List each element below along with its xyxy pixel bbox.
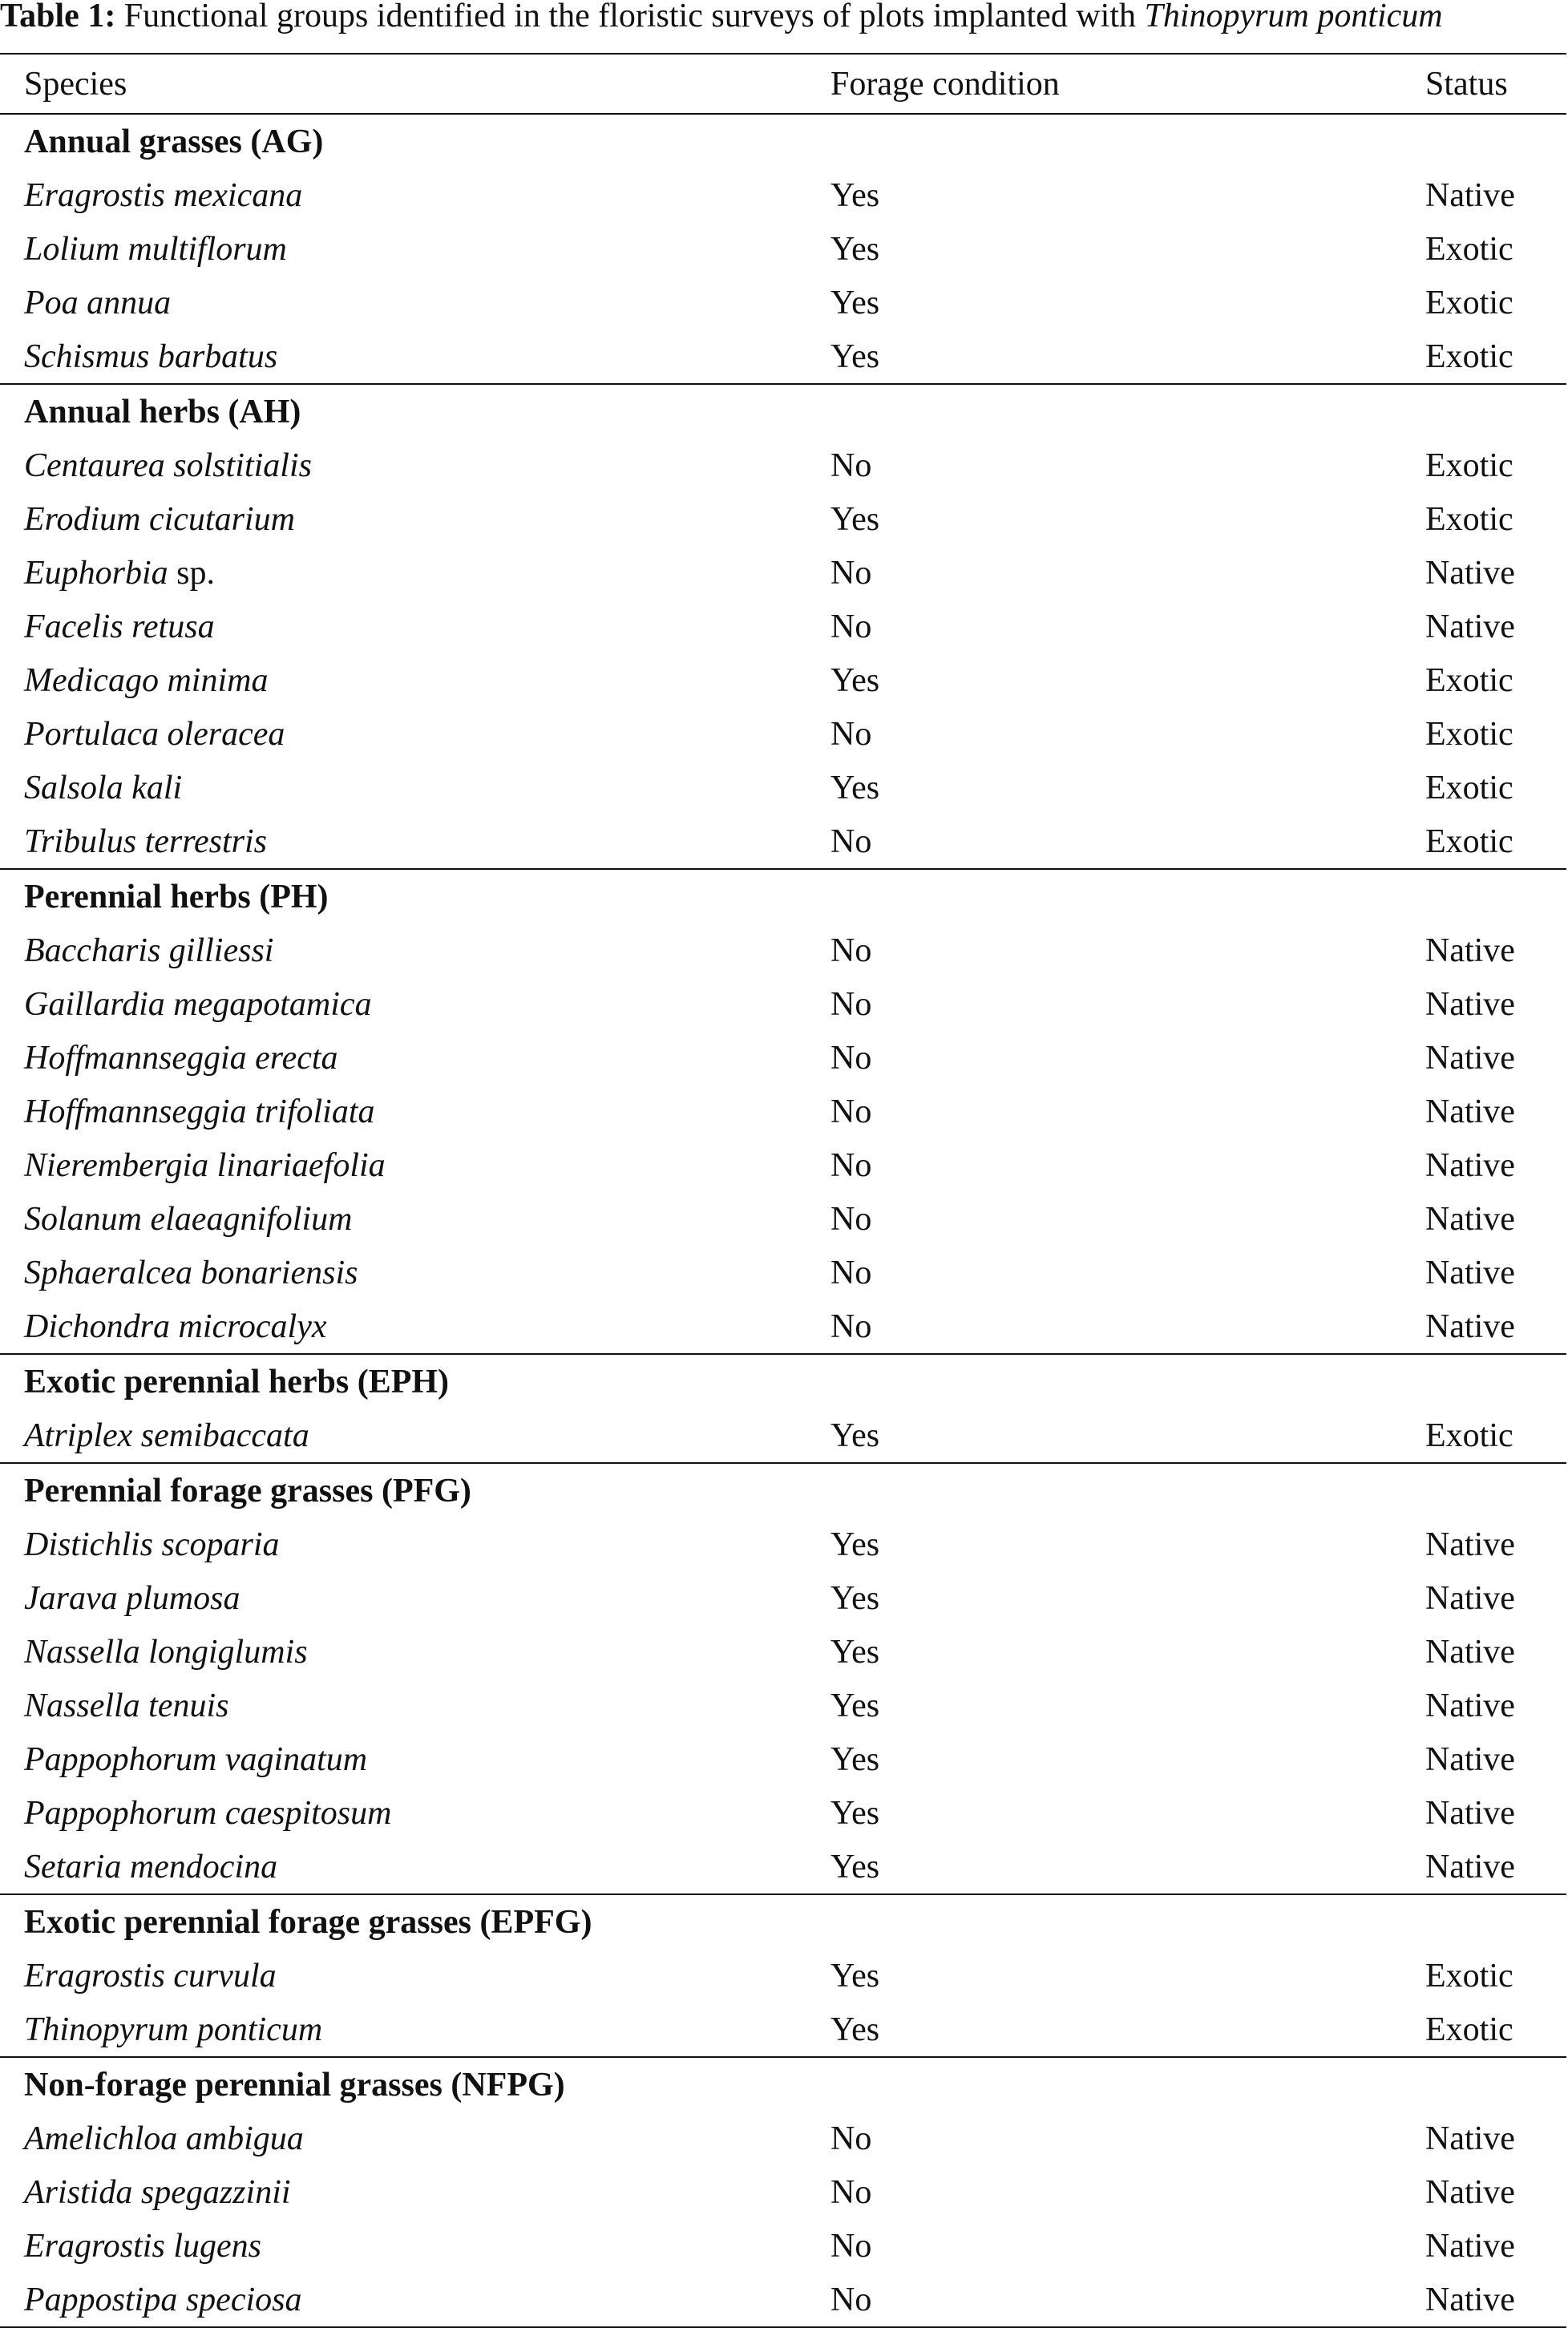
species-cell xyxy=(0,1246,830,1299)
table-caption xyxy=(0,0,1443,50)
species-cell xyxy=(0,977,830,1031)
forage-condition-cell: Yes xyxy=(830,176,880,214)
species-name: Portulaca oleracea xyxy=(24,715,285,753)
species-cell xyxy=(0,600,830,653)
species-name: Nassella tenuis xyxy=(24,1687,229,1724)
forage-condition-cell: No xyxy=(830,932,872,969)
table-row xyxy=(0,653,1566,707)
species-name: Centaurea solstitialis xyxy=(24,447,312,484)
species-cell xyxy=(0,492,830,546)
forage-condition-cell: No xyxy=(830,1093,872,1130)
species-cell xyxy=(0,439,830,492)
species-cell xyxy=(0,707,830,761)
species-name: Pappophorum vaginatum xyxy=(24,1740,368,1778)
species-cell xyxy=(0,168,830,222)
status-cell: Native xyxy=(1425,176,1515,214)
status-cell: Native xyxy=(1425,1146,1515,1184)
table-row xyxy=(0,1679,1566,1732)
table-row xyxy=(0,707,1566,761)
species-cell xyxy=(0,329,830,384)
species-cell xyxy=(0,222,830,276)
table-row xyxy=(0,439,1566,492)
status-cell: Native xyxy=(1425,1254,1515,1291)
status-cell: Native xyxy=(1425,932,1515,969)
species-cell xyxy=(0,276,830,329)
group-row xyxy=(0,1354,1566,1409)
table-row xyxy=(0,2273,1566,2327)
forage-condition-cell: Yes xyxy=(830,337,880,375)
table-row xyxy=(0,1518,1566,1571)
table-row xyxy=(0,1949,1566,2003)
species-name: Pappostipa speciosa xyxy=(24,2281,302,2318)
header-row xyxy=(0,54,1566,114)
forage-condition-cell: Yes xyxy=(830,2011,880,2048)
status-cell: Native xyxy=(1425,1740,1515,1778)
table-row xyxy=(0,814,1566,869)
table-row xyxy=(0,492,1566,546)
species-cell xyxy=(0,2165,830,2219)
species-name: Distichlis scoparia xyxy=(24,1526,280,1563)
table-row xyxy=(0,1031,1566,1085)
species-name: Baccharis gilliessi xyxy=(24,932,274,969)
status-cell: Exotic xyxy=(1425,1417,1513,1454)
status-cell: Exotic xyxy=(1425,337,1513,375)
species-name: Facelis retusa xyxy=(24,608,215,645)
status-cell: Exotic xyxy=(1425,2011,1513,2048)
species-qualifier: sp. xyxy=(168,554,216,592)
caption-species: Thinopyrum ponticum xyxy=(1144,0,1443,34)
species-name: Setaria mendocina xyxy=(24,1848,278,1885)
species-name: Dichondra microcalyx xyxy=(24,1307,327,1345)
species-cell xyxy=(0,1732,830,1786)
status-cell: Native xyxy=(1425,1633,1515,1671)
species-cell xyxy=(0,1840,830,1894)
group-row xyxy=(0,114,1566,168)
forage-condition-cell: No xyxy=(830,1146,872,1184)
table-row xyxy=(0,1571,1566,1625)
status-cell: Native xyxy=(1425,554,1515,592)
header-forage-condition: Forage condition xyxy=(830,65,1060,103)
table-row xyxy=(0,1299,1566,1354)
status-cell: Native xyxy=(1425,1093,1515,1130)
forage-condition-cell: No xyxy=(830,715,872,753)
species-cell xyxy=(0,653,830,707)
table-row xyxy=(0,1732,1566,1786)
status-cell: Exotic xyxy=(1425,769,1513,806)
group-name: Exotic perennial forage grasses (EPFG) xyxy=(0,1894,1566,1949)
forage-condition-cell: No xyxy=(830,985,872,1023)
species-name: Jarava plumosa xyxy=(24,1579,240,1617)
caption-label: Table 1: xyxy=(0,0,116,34)
table-row xyxy=(0,222,1566,276)
table-row xyxy=(0,1786,1566,1840)
status-cell: Native xyxy=(1425,2227,1515,2265)
species-name: Nierembergia linariaefolia xyxy=(24,1146,386,1184)
forage-condition-cell: No xyxy=(830,1039,872,1077)
forage-condition-cell: No xyxy=(830,2173,872,2211)
functional-groups-table xyxy=(0,53,1566,2328)
species-name: Thinopyrum ponticum xyxy=(24,2011,323,2048)
status-cell: Exotic xyxy=(1425,500,1513,538)
status-cell: Exotic xyxy=(1425,715,1513,753)
species-cell xyxy=(0,1409,830,1463)
status-cell: Native xyxy=(1425,1848,1515,1885)
species-cell xyxy=(0,2273,830,2327)
species-name: Amelichloa ambigua xyxy=(24,2120,304,2157)
group-name: Non-forage perennial grasses (NFPG) xyxy=(0,2057,1566,2112)
species-name: Hoffmannseggia erecta xyxy=(24,1039,338,1077)
status-cell: Native xyxy=(1425,2173,1515,2211)
species-name: Poa annua xyxy=(24,284,172,321)
group-name: Perennial herbs (PH) xyxy=(0,869,1566,924)
table-row xyxy=(0,2219,1566,2273)
forage-condition-cell: Yes xyxy=(830,1740,880,1778)
forage-condition-cell: No xyxy=(830,2273,1425,2327)
species-cell xyxy=(0,1138,830,1192)
status-cell: Exotic xyxy=(1425,447,1513,484)
status-cell: Native xyxy=(1425,985,1515,1023)
forage-condition-cell: Yes xyxy=(830,500,880,538)
forage-condition-cell: Yes xyxy=(830,1579,880,1617)
species-cell xyxy=(0,546,830,600)
species-name: Eragrostis lugens xyxy=(24,2227,261,2265)
table-row xyxy=(0,1840,1566,1894)
species-cell xyxy=(0,2112,830,2165)
status-cell: Native xyxy=(1425,1307,1515,1345)
table-row xyxy=(0,977,1566,1031)
species-cell xyxy=(0,1571,830,1625)
table-row xyxy=(0,1085,1566,1138)
species-name: Hoffmannseggia trifoliata xyxy=(24,1093,375,1130)
species-name: Solanum elaeagnifolium xyxy=(24,1200,353,1238)
table-header xyxy=(0,54,1566,114)
status-cell: Native xyxy=(1425,1579,1515,1617)
species-cell xyxy=(0,1192,830,1246)
species-cell xyxy=(0,1085,830,1138)
status-cell: Native xyxy=(1425,2120,1515,2157)
table-row xyxy=(0,168,1566,222)
table-row xyxy=(0,2003,1566,2057)
status-cell: Exotic xyxy=(1425,822,1513,860)
status-cell: Native xyxy=(1425,1200,1515,1238)
forage-condition-cell: Yes xyxy=(830,1794,880,1832)
table-row xyxy=(0,1409,1566,1463)
species-name: Lolium multiflorum xyxy=(24,230,287,268)
species-name: Gaillardia megapotamica xyxy=(24,985,372,1023)
table-row xyxy=(0,761,1566,814)
status-cell: Native xyxy=(1425,1794,1515,1832)
table-row xyxy=(0,1138,1566,1192)
species-name: Tribulus terrestris xyxy=(24,822,268,860)
status-cell: Exotic xyxy=(1425,284,1513,321)
status-cell: Native xyxy=(1425,1526,1515,1563)
species-name: Medicago minima xyxy=(24,661,269,699)
species-cell xyxy=(0,2219,830,2273)
species-cell xyxy=(0,924,830,977)
table-body xyxy=(0,114,1566,2327)
species-cell xyxy=(0,1786,830,1840)
group-row xyxy=(0,1463,1566,1518)
forage-condition-cell: No xyxy=(830,2120,872,2157)
species-name: Schismus barbatus xyxy=(24,337,278,375)
species-cell xyxy=(0,1299,830,1354)
forage-condition-cell: No xyxy=(830,1200,872,1238)
status-cell: Native xyxy=(1425,1687,1515,1724)
table-row xyxy=(0,1625,1566,1679)
group-row xyxy=(0,1894,1566,1949)
group-name: Exotic perennial herbs (EPH) xyxy=(0,1354,1566,1409)
table-row xyxy=(0,546,1566,600)
species-cell xyxy=(0,1625,830,1679)
species-name: Salsola kali xyxy=(24,769,183,806)
species-name: Eragrostis mexicana xyxy=(24,176,303,214)
forage-condition-cell: Yes xyxy=(830,1848,880,1885)
forage-condition-cell: Yes xyxy=(830,1633,880,1671)
forage-condition-cell: Yes xyxy=(830,1957,880,1995)
table-row xyxy=(0,924,1566,977)
species-cell xyxy=(0,814,830,869)
forage-condition-cell: Yes xyxy=(830,230,880,268)
forage-condition-cell: Yes xyxy=(830,1526,880,1563)
group-row xyxy=(0,869,1566,924)
forage-condition-cell: No xyxy=(830,608,872,645)
group-row xyxy=(0,384,1566,439)
species-cell xyxy=(0,1679,830,1732)
species-name: Euphorbia xyxy=(24,554,168,592)
species-cell xyxy=(0,761,830,814)
group-row xyxy=(0,2057,1566,2112)
table-row xyxy=(0,2165,1566,2219)
species-name: Pappophorum caespitosum xyxy=(24,1794,392,1832)
forage-condition-cell: No xyxy=(830,2227,872,2265)
species-name: Nassella longiglumis xyxy=(24,1633,308,1671)
species-cell xyxy=(0,2003,830,2057)
forage-condition-cell: No xyxy=(830,822,872,860)
forage-condition-cell: No xyxy=(830,1307,872,1345)
status-cell: Exotic xyxy=(1425,1957,1513,1995)
group-name: Annual grasses (AG) xyxy=(24,123,324,160)
table-row xyxy=(0,2112,1566,2165)
table-row xyxy=(0,600,1566,653)
group-name: Perennial forage grasses (PFG) xyxy=(0,1463,1566,1518)
table-row xyxy=(0,276,1566,329)
species-cell xyxy=(0,1949,830,2003)
header-species: Species xyxy=(24,65,127,103)
species-name: Sphaeralcea bonariensis xyxy=(24,1254,358,1291)
forage-condition-cell: Yes xyxy=(830,1417,880,1454)
forage-condition-cell: No xyxy=(830,554,872,592)
species-cell xyxy=(0,1031,830,1085)
status-cell: Native xyxy=(1425,2273,1566,2327)
species-name: Erodium cicutarium xyxy=(24,500,295,538)
species-name: Atriplex semibaccata xyxy=(24,1417,309,1454)
forage-condition-cell: No xyxy=(830,1254,872,1291)
group-name: Annual herbs (AH) xyxy=(0,384,1566,439)
table-row xyxy=(0,1192,1566,1246)
forage-condition-cell: Yes xyxy=(830,1687,880,1724)
forage-condition-cell: Yes xyxy=(830,284,880,321)
status-cell: Native xyxy=(1425,608,1515,645)
status-cell: Native xyxy=(1425,1039,1515,1077)
species-name: Eragrostis curvula xyxy=(24,1957,277,1995)
species-name: Aristida spegazzinii xyxy=(24,2173,291,2211)
status-cell: Exotic xyxy=(1425,230,1513,268)
status-cell: Exotic xyxy=(1425,661,1513,699)
forage-condition-cell: Yes xyxy=(830,661,880,699)
header-status: Status xyxy=(1425,65,1508,103)
species-cell xyxy=(0,1518,830,1571)
forage-condition-cell: Yes xyxy=(830,769,880,806)
forage-condition-cell: No xyxy=(830,447,872,484)
caption-text: Functional groups identified in the floristic surveys of plots implanted with xyxy=(123,0,1136,34)
table-row xyxy=(0,329,1566,384)
table-row xyxy=(0,1246,1566,1299)
